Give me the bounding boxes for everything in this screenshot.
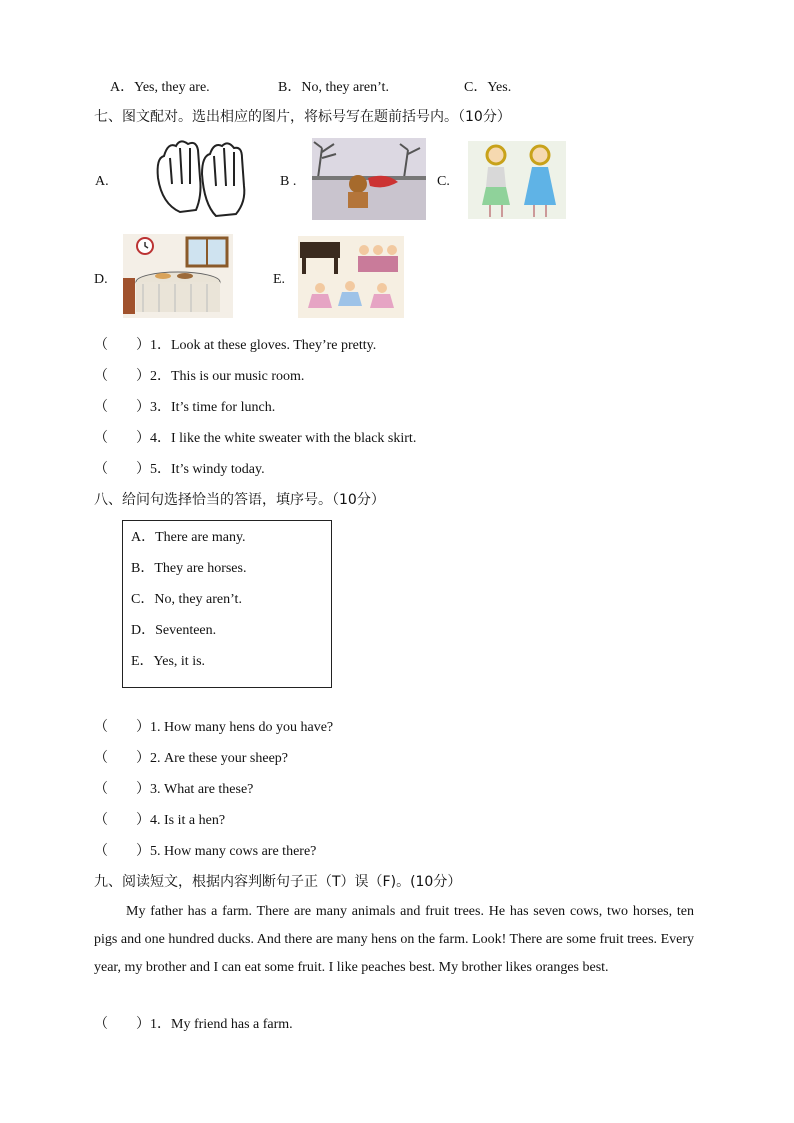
gloves-icon: [150, 138, 254, 220]
answer-bracket[interactable]: （ ）: [94, 812, 150, 828]
s7-item-2-text: 2．This is our music room.: [150, 369, 305, 384]
label-d: D.: [94, 272, 108, 287]
s8-item-2-text: 2. Are these your sheep?: [150, 751, 289, 766]
answer-bracket[interactable]: （ ）: [94, 461, 150, 477]
answer-bracket[interactable]: （ ）: [94, 1016, 150, 1032]
label-e: E.: [273, 272, 286, 287]
answer-bracket[interactable]: （ ）: [94, 430, 150, 446]
s8-item-4-text: 4. Is it a hen?: [150, 813, 226, 828]
s8-item-3-text: 3. What are these?: [150, 782, 254, 797]
answer-bracket[interactable]: （ ）: [94, 781, 150, 797]
s8-item-1-text: 1. How many hens do you have?: [150, 720, 334, 735]
s8-item-3: [94, 779, 253, 800]
lunch-table-picture: [123, 234, 233, 318]
label-b: B .: [280, 174, 297, 189]
s7-item-5-text: 5．It’s windy today.: [150, 462, 265, 477]
s9-item-1: [94, 1014, 293, 1035]
top-option-b: B．No, they aren’t.: [278, 80, 389, 95]
answer-bracket[interactable]: （ ）: [94, 399, 150, 415]
s7-item-3-text: 3．It’s time for lunch.: [150, 400, 276, 415]
s8-option-c: C．No, they aren’t.: [131, 592, 242, 607]
top-option-a: A．Yes, they are.: [110, 80, 210, 95]
s7-item-3: [94, 397, 275, 418]
s7-item-2: [94, 366, 304, 387]
section7-title: 七、图文配对。选出相应的图片，将标号写在题前括号内。（10分）: [94, 109, 511, 125]
s8-option-a: A．There are many.: [131, 530, 246, 545]
answer-bracket[interactable]: （ ）: [94, 843, 150, 859]
windy-street-picture: [312, 138, 426, 220]
s8-item-1: [94, 717, 333, 738]
two-girls-picture: [468, 141, 566, 219]
s8-item-5: [94, 841, 316, 862]
label-a: A.: [95, 174, 109, 189]
answer-bracket[interactable]: （ ）: [94, 719, 150, 735]
s8-option-b: B．They are horses.: [131, 561, 247, 576]
s7-item-5: [94, 459, 265, 480]
answer-bracket[interactable]: （ ）: [94, 750, 150, 766]
gloves-picture: [150, 138, 254, 220]
s8-option-d: D．Seventeen.: [131, 623, 217, 638]
answer-bracket[interactable]: （ ）: [94, 368, 150, 384]
s7-item-1: [94, 335, 376, 356]
music-room-picture: [298, 236, 404, 318]
top-option-c: C．Yes.: [464, 80, 512, 95]
answer-bracket[interactable]: （ ）: [94, 337, 150, 353]
label-c: C.: [437, 174, 450, 189]
s7-item-4: [94, 428, 416, 449]
s8-option-e: E．Yes, it is.: [131, 654, 206, 669]
section8-title: 八、给问句选择恰当的答语，填序号。（10分）: [94, 492, 385, 508]
s9-item-1-text: 1．My friend has a farm.: [150, 1017, 293, 1032]
s8-item-2: [94, 748, 288, 769]
s8-item-4: [94, 810, 225, 831]
section9-title: 九、阅读短文，根据内容判断句子正（T）误（F)。(10分）: [94, 874, 462, 890]
s7-item-4-text: 4．I like the white sweater with the black skirt.: [150, 431, 417, 446]
s7-item-1-text: 1．Look at these gloves. They’re pretty.: [150, 338, 377, 353]
reading-passage: My father has a farm. There are many animals and fruit trees. He has seven cows, two horses, ten pigs and one hundred ducks. And there are many hens on the farm. Look! There are some fruit trees. Every year, my brother and I can eat some fruit. I like peaches best. My brother likes oranges best.: [94, 904, 694, 975]
s8-item-5-text: 5. How many cows are there?: [150, 844, 317, 859]
